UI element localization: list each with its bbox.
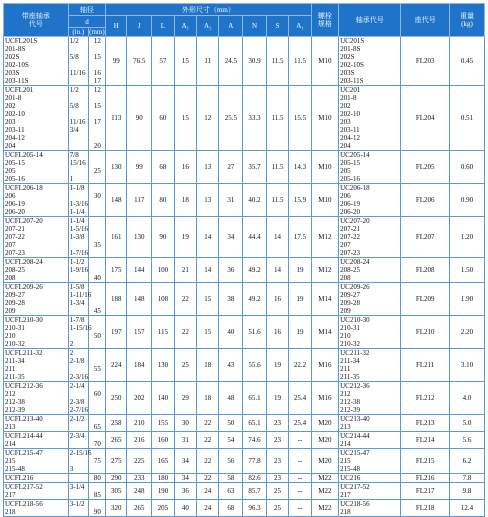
dim-s-cell: 23	[266, 432, 288, 449]
dim-a2-cell: 24	[197, 483, 219, 500]
dim-s-cell: 23	[266, 449, 288, 474]
dim-a1-second-cell: 11.5	[289, 37, 311, 86]
bearing-no-cell: UC207-20 207-21 207-22 207 207-23	[339, 217, 401, 258]
dim-a2-cell: 14	[197, 258, 219, 283]
dim-l-cell: 68	[152, 151, 174, 184]
header-dim-j: J	[127, 16, 152, 37]
housing-no-cell: FL210	[401, 316, 450, 349]
bolt-cell: M22	[311, 474, 338, 483]
table-row	[4, 37, 485, 86]
bolt-cell: M10	[311, 151, 338, 184]
header-inch-unit: (in.)	[68, 28, 88, 37]
dim-n-cell: 49.2	[243, 283, 267, 316]
inch-cell: 1/2 5/8 11/16	[68, 37, 88, 86]
dim-a2-cell: 14	[197, 217, 219, 258]
mm-cell: 85	[88, 483, 105, 500]
inch-cell: 1-1/2 1-9/16	[68, 258, 88, 283]
dim-h-cell: 320	[106, 500, 127, 517]
header-dim-a1-second: A₁	[289, 16, 311, 37]
dim-a2-cell: 15	[197, 283, 219, 316]
dim-s-cell: 25	[266, 500, 288, 517]
dim-n-cell: 96.3	[243, 500, 267, 517]
dim-a-cell: 63	[219, 483, 243, 500]
dim-n-cell: 77.8	[243, 449, 267, 474]
header-dim-n: N	[243, 16, 267, 37]
dim-a1-second-cell: 19	[289, 316, 311, 349]
dim-j-cell: 148	[127, 283, 152, 316]
dim-j-cell: 144	[127, 258, 152, 283]
unit-no-cell: UCFL212-36 212 212-38 212-39	[4, 382, 69, 415]
dim-a2-cell: 12	[197, 86, 219, 151]
dim-a-cell: 54	[219, 432, 243, 449]
unit-no-cell: UCFL206-18 206 206-19 206-20	[4, 184, 69, 217]
bolt-cell: M10	[311, 86, 338, 151]
dim-a1-cell: 22	[174, 283, 196, 316]
weight-cell: 3.10	[450, 349, 485, 382]
bearing-no-cell: UC212-36 212 212-38 212-39	[339, 382, 401, 415]
bearing-no-cell: UC208-24 208-25 208	[339, 258, 401, 283]
dim-a1-cell: 29	[174, 382, 196, 415]
table-row	[4, 415, 485, 432]
bolt-cell: M10	[311, 184, 338, 217]
bearing-no-cell: UC210-30 210-31 210 210-32	[339, 316, 401, 349]
dim-h-cell: 224	[106, 349, 127, 382]
dim-s-cell: 11.5	[266, 86, 288, 151]
dim-a1-second-cell: 22.2	[289, 349, 311, 382]
inch-cell: 7/8 15/16 1	[68, 151, 88, 184]
housing-no-cell: FL205	[401, 151, 450, 184]
weight-cell: 9.8	[450, 483, 485, 500]
housing-no-cell: FL216	[401, 474, 450, 483]
bolt-cell: M20	[311, 432, 338, 449]
dim-a-cell: 38	[219, 283, 243, 316]
dim-a1-second-cell: 19	[289, 258, 311, 283]
dim-a-cell: 50	[219, 415, 243, 432]
bolt-cell: M12	[311, 217, 338, 258]
dim-l-cell: 90	[152, 217, 174, 258]
dim-j-cell: 216	[127, 432, 152, 449]
mm-cell: 12 15 17 20	[88, 86, 105, 151]
dim-a-cell: 43	[219, 349, 243, 382]
dim-l-cell: 130	[152, 349, 174, 382]
dim-a-cell: 68	[219, 500, 243, 517]
header-dim-l: L	[152, 16, 174, 37]
header-shaft-diameter: 轴径	[68, 4, 105, 16]
bolt-cell: M10	[311, 37, 338, 86]
table-row	[4, 474, 485, 483]
dim-h-cell: 250	[106, 382, 127, 415]
dim-h-cell: 148	[106, 184, 127, 217]
inch-cell: 1-5/8 1-11/16 1-3/4	[68, 283, 88, 316]
dim-n-cell: 51.6	[243, 316, 267, 349]
dim-a1-cell: 15	[174, 86, 196, 151]
weight-cell: 0.45	[450, 37, 485, 86]
dim-s-cell: 23	[266, 474, 288, 483]
dim-h-cell: 290	[106, 474, 127, 483]
housing-no-cell: FL217	[401, 483, 450, 500]
housing-no-cell: FL214	[401, 432, 450, 449]
bearing-no-cell: UC218-56 218	[339, 500, 401, 517]
bearing-no-cell: UC216	[339, 474, 401, 483]
dim-n-cell: 65.1	[243, 382, 267, 415]
dim-l-cell: 108	[152, 283, 174, 316]
dim-s-cell: 16	[266, 283, 288, 316]
dim-h-cell: 258	[106, 415, 127, 432]
table-row	[4, 86, 485, 151]
housing-no-cell: FL207	[401, 217, 450, 258]
dim-l-cell: 190	[152, 483, 174, 500]
weight-cell: 1.90	[450, 283, 485, 316]
bearing-no-cell: UC213-40 213	[339, 415, 401, 432]
dim-a1-second-cell: --	[289, 500, 311, 517]
dim-a1-second-cell: --	[289, 432, 311, 449]
dim-j-cell: 157	[127, 316, 152, 349]
mm-cell: 45	[88, 283, 105, 316]
inch-cell: 1-7/8 1-15/16 2	[69, 316, 92, 348]
inch-cell: 2-15/16 3	[69, 449, 92, 473]
header-unit-no: 带座轴承 代号	[4, 4, 69, 37]
unit-no-cell: UCFL201S 201-8S 202S 202-10S 203S 203-11S	[4, 37, 69, 86]
mm-cell: 12 15 16 17	[88, 37, 105, 86]
table-row	[4, 151, 485, 184]
table-row	[4, 316, 485, 349]
housing-no-cell: FL204	[401, 86, 450, 151]
dim-a1-cell: 34	[174, 474, 196, 483]
weight-cell: 0.51	[450, 86, 485, 151]
inch-cell: 1-1/4 1-5/16 1-3/8 1-7/16	[69, 217, 89, 257]
dim-j-cell: 76.5	[127, 37, 152, 86]
header-weight: 重量 (kg)	[450, 4, 485, 37]
dim-h-cell: 265	[106, 432, 127, 449]
weight-cell: 2.20	[450, 316, 485, 349]
bolt-cell: M14	[311, 283, 338, 316]
dim-s-cell: 19	[266, 349, 288, 382]
dim-s-cell: 11.5	[266, 151, 288, 184]
header-dim-a2: A₂	[197, 16, 219, 37]
dim-a-cell: 24.5	[219, 37, 243, 86]
dim-a2-cell: 18	[197, 349, 219, 382]
weight-cell: 6.2	[450, 449, 485, 474]
mm-cell: 70	[88, 432, 105, 449]
dim-a1-second-cell: 17.5	[289, 217, 311, 258]
table-row	[4, 283, 485, 316]
bearing-no-cell: UC201 201-8 202 202-10 203 203-11 204-12 204	[339, 86, 401, 151]
inch-cell: 2-1/2	[68, 415, 88, 432]
dim-n-cell: 33.3	[243, 86, 267, 151]
weight-cell: 4.0	[450, 382, 485, 415]
table-row	[4, 349, 485, 382]
mm-cell: 65	[88, 415, 105, 432]
weight-cell: 0.90	[450, 184, 485, 217]
unit-no-cell: UCFL216	[4, 474, 69, 483]
dim-j-cell: 265	[127, 500, 152, 517]
weight-cell: 1.20	[450, 217, 485, 258]
dim-a2-cell: 18	[197, 382, 219, 415]
dim-n-cell: 85.7	[243, 483, 267, 500]
dim-l-cell: 100	[152, 258, 174, 283]
dim-h-cell: 305	[106, 483, 127, 500]
dim-a-cell: 27	[219, 151, 243, 184]
dim-a1-second-cell: 15.9	[289, 184, 311, 217]
inch-cell: 1-1/8 1-3/16 1-1/4	[69, 184, 89, 216]
dim-s-cell: 16	[266, 316, 288, 349]
dim-s-cell: 25	[266, 483, 288, 500]
dim-a2-cell: 22	[197, 474, 219, 483]
dim-a1-cell: 40	[174, 500, 196, 517]
dim-j-cell: 233	[127, 474, 152, 483]
header-dim-a: A	[219, 16, 243, 37]
dim-n-cell: 82.6	[243, 474, 267, 483]
mm-cell: 80	[88, 474, 105, 483]
header-dim-a1: A₁	[174, 16, 196, 37]
dim-n-cell: 74.6	[243, 432, 267, 449]
dim-l-cell: 155	[152, 415, 174, 432]
inch-cell: 3-1/2	[68, 500, 88, 517]
dim-a2-cell: 13	[197, 184, 219, 217]
bolt-cell: M16	[311, 382, 338, 415]
housing-no-cell: FL203	[401, 37, 450, 86]
dim-a1-cell: 30	[174, 415, 196, 432]
dim-h-cell: 113	[106, 86, 127, 151]
weight-cell: 5.0	[450, 415, 485, 432]
header-housing-no: 座代号	[401, 4, 450, 37]
inch-cell: 2 2-1/8 2-3/16	[69, 349, 89, 381]
unit-no-cell: UCFL214-44 214	[4, 432, 69, 449]
dim-a2-cell: 24	[197, 500, 219, 517]
weight-cell: 1.50	[450, 258, 485, 283]
dim-n-cell: 65.1	[243, 415, 267, 432]
dim-a-cell: 40	[219, 316, 243, 349]
unit-no-cell: UCFL209-26 209-27 209-28 209	[4, 283, 69, 316]
bearing-no-cell: UC217-52 217	[339, 483, 401, 500]
dim-a-cell: 48	[219, 382, 243, 415]
dim-j-cell: 184	[127, 349, 152, 382]
dim-a1-second-cell: 19	[289, 283, 311, 316]
bolt-cell: M20	[311, 415, 338, 432]
bolt-cell: M20	[311, 449, 338, 474]
unit-no-cell: UCFL218-56 218	[4, 500, 69, 517]
table-body	[4, 37, 485, 517]
dim-s-cell: 23	[266, 415, 288, 432]
bolt-cell: M16	[311, 349, 338, 382]
dim-a2-cell: 22	[197, 415, 219, 432]
dim-a2-cell: 22	[197, 432, 219, 449]
dim-a1-second-cell: 25.4	[289, 382, 311, 415]
mm-cell: 50	[88, 316, 105, 349]
table-row	[4, 449, 485, 474]
dim-s-cell: 11.5	[266, 37, 288, 86]
dim-a1-cell: 18	[174, 184, 196, 217]
dim-n-cell: 49.2	[243, 258, 267, 283]
mm-cell: 40	[88, 258, 105, 283]
weight-cell: 12.4	[450, 500, 485, 517]
bolt-cell: M14	[311, 316, 338, 349]
mm-cell: 35	[88, 217, 105, 258]
dim-a1-cell: 15	[174, 37, 196, 86]
dim-l-cell: 80	[152, 184, 174, 217]
dim-a2-cell: 11	[197, 37, 219, 86]
header-outer-dims: 外形尺寸（mm）	[106, 4, 312, 16]
dim-a2-cell: 15	[197, 316, 219, 349]
bolt-cell: M22	[311, 500, 338, 517]
unit-no-cell: UCFL217-52 217	[4, 483, 69, 500]
housing-no-cell: FL213	[401, 415, 450, 432]
mm-cell: 25	[88, 151, 105, 184]
table-row	[4, 382, 485, 415]
dim-j-cell: 225	[127, 449, 152, 474]
mm-cell: 90	[88, 500, 105, 517]
housing-no-cell: FL215	[401, 449, 450, 474]
dim-a1-second-cell: --	[289, 449, 311, 474]
dim-n-cell: 35.7	[243, 151, 267, 184]
unit-no-cell: UCFL213-40 213	[4, 415, 69, 432]
dim-a-cell: 25.5	[219, 86, 243, 151]
table-row	[4, 500, 485, 517]
dim-h-cell: 188	[106, 283, 127, 316]
unit-no-cell: UCFL210-30 210-31 210 210-32	[4, 316, 69, 349]
dim-l-cell: 180	[152, 474, 174, 483]
header-mm-unit: (mm)	[89, 28, 105, 36]
dim-j-cell: 117	[127, 184, 152, 217]
bearing-no-cell: UC206-18 206 206-19 206-20	[339, 184, 401, 217]
dim-n-cell: 40.2	[243, 184, 267, 217]
dim-a2-cell: 13	[197, 151, 219, 184]
dim-a-cell: 31	[219, 184, 243, 217]
header-dim-s: S	[266, 16, 288, 37]
dim-s-cell: 14	[266, 217, 288, 258]
housing-no-cell: FL218	[401, 500, 450, 517]
dim-n-cell: 55.6	[243, 349, 267, 382]
bearing-no-cell: UC215-47 215 215-48	[339, 449, 401, 474]
bearing-no-cell: UC201S 201-8S 202S 202-10S 203S 203-11S	[339, 37, 401, 86]
table-row	[4, 483, 485, 500]
dim-s-cell: 11.5	[266, 184, 288, 217]
dim-l-cell: 205	[152, 500, 174, 517]
weight-cell: 5.6	[450, 432, 485, 449]
unit-no-cell: UCFL215-47 215 215-48	[4, 449, 69, 474]
mm-cell: 55	[88, 349, 105, 382]
inch-cell: 2-1/4 2-3/8 2-7/16	[69, 382, 89, 414]
dim-h-cell: 99	[106, 37, 127, 86]
bearing-no-cell: UC211-32 211-34 211 211-35	[339, 349, 401, 382]
dim-a1-cell: 21	[174, 258, 196, 283]
table-row	[4, 432, 485, 449]
header-bolt: 螺栓 规格	[311, 4, 338, 37]
header-d: d	[68, 16, 105, 28]
dim-a1-second-cell: 14.3	[289, 151, 311, 184]
dim-a1-cell: 16	[174, 151, 196, 184]
unit-no-cell: UCFL208-24 208-25 208	[4, 258, 69, 283]
dim-s-cell: 14	[266, 258, 288, 283]
housing-no-cell: FL209	[401, 283, 450, 316]
inch-cell	[68, 474, 88, 483]
dim-h-cell: 175	[106, 258, 127, 283]
dim-h-cell: 161	[106, 217, 127, 258]
dim-a1-cell: 31	[174, 432, 196, 449]
dim-a1-second-cell: 15.5	[289, 86, 311, 151]
dim-h-cell: 197	[106, 316, 127, 349]
weight-cell: 0.60	[450, 151, 485, 184]
bolt-cell: M22	[311, 483, 338, 500]
header-bearing-no: 轴承代号	[339, 4, 401, 37]
table-header	[4, 4, 485, 37]
dim-n-cell: 44.4	[243, 217, 267, 258]
dim-s-cell: 19	[266, 382, 288, 415]
dim-h-cell: 130	[106, 151, 127, 184]
dim-a1-cell: 22	[174, 316, 196, 349]
housing-no-cell: FL211	[401, 349, 450, 382]
bearing-no-cell: UC209-26 209-27 209-28 209	[339, 283, 401, 316]
inch-cell: 3-1/4	[68, 483, 88, 500]
unit-no-cell: UCFL205-14 205-15 205 205-16	[4, 151, 69, 184]
dim-a1-second-cell: --	[289, 474, 311, 483]
housing-no-cell: FL206	[401, 184, 450, 217]
dim-a1-second-cell: 25.4	[289, 415, 311, 432]
weight-cell: 7.8	[450, 474, 485, 483]
table-row	[4, 184, 485, 217]
dim-a-cell: 34	[219, 217, 243, 258]
bearing-no-cell: UC205-14 205-15 205 205-16	[339, 151, 401, 184]
dim-a1-second-cell: --	[289, 483, 311, 500]
mm-cell: 60	[88, 382, 105, 415]
bolt-cell: M12	[311, 258, 338, 283]
inch-cell: 1/2 5/8 11/16 3/4	[68, 86, 88, 151]
dim-l-cell: 57	[152, 37, 174, 86]
spec-table	[3, 3, 485, 517]
inch-cell: 2-3/4	[68, 432, 88, 449]
mm-cell: 30	[88, 184, 105, 217]
dim-j-cell: 130	[127, 217, 152, 258]
dim-l-cell: 160	[152, 432, 174, 449]
dim-j-cell: 99	[127, 151, 152, 184]
dim-a-cell: 58	[219, 474, 243, 483]
dim-a2-cell: 22	[197, 449, 219, 474]
dim-a1-cell: 36	[174, 483, 196, 500]
bearing-no-cell: UC214-44 214	[339, 432, 401, 449]
dim-j-cell: 202	[127, 382, 152, 415]
unit-no-cell: UCFL201 201-8 202 202-10 203 203-11 204-12 204	[4, 86, 69, 151]
dim-a1-cell: 19	[174, 217, 196, 258]
dim-n-cell: 30.9	[243, 37, 267, 86]
unit-no-cell: UCFL207-20 207-21 207-22 207 207-23	[4, 217, 69, 258]
dim-j-cell: 210	[127, 415, 152, 432]
table-row	[4, 258, 485, 283]
dim-l-cell: 140	[152, 382, 174, 415]
dim-j-cell: 248	[127, 483, 152, 500]
housing-no-cell: FL212	[401, 382, 450, 415]
dim-a-cell: 36	[219, 258, 243, 283]
unit-no-cell: UCFL211-32 211-34 211 211-35	[4, 349, 69, 382]
table-row	[4, 217, 485, 258]
dim-j-cell: 90	[127, 86, 152, 151]
dim-l-cell: 60	[152, 86, 174, 151]
header-dim-h: H	[106, 16, 127, 37]
housing-no-cell: FL208	[401, 258, 450, 283]
dim-a-cell: 56	[219, 449, 243, 474]
dim-a1-cell: 25	[174, 349, 196, 382]
dim-h-cell: 275	[106, 449, 127, 474]
dim-l-cell: 165	[152, 449, 174, 474]
mm-cell: 75	[88, 449, 105, 474]
dim-a1-cell: 34	[174, 449, 196, 474]
dim-l-cell: 115	[152, 316, 174, 349]
